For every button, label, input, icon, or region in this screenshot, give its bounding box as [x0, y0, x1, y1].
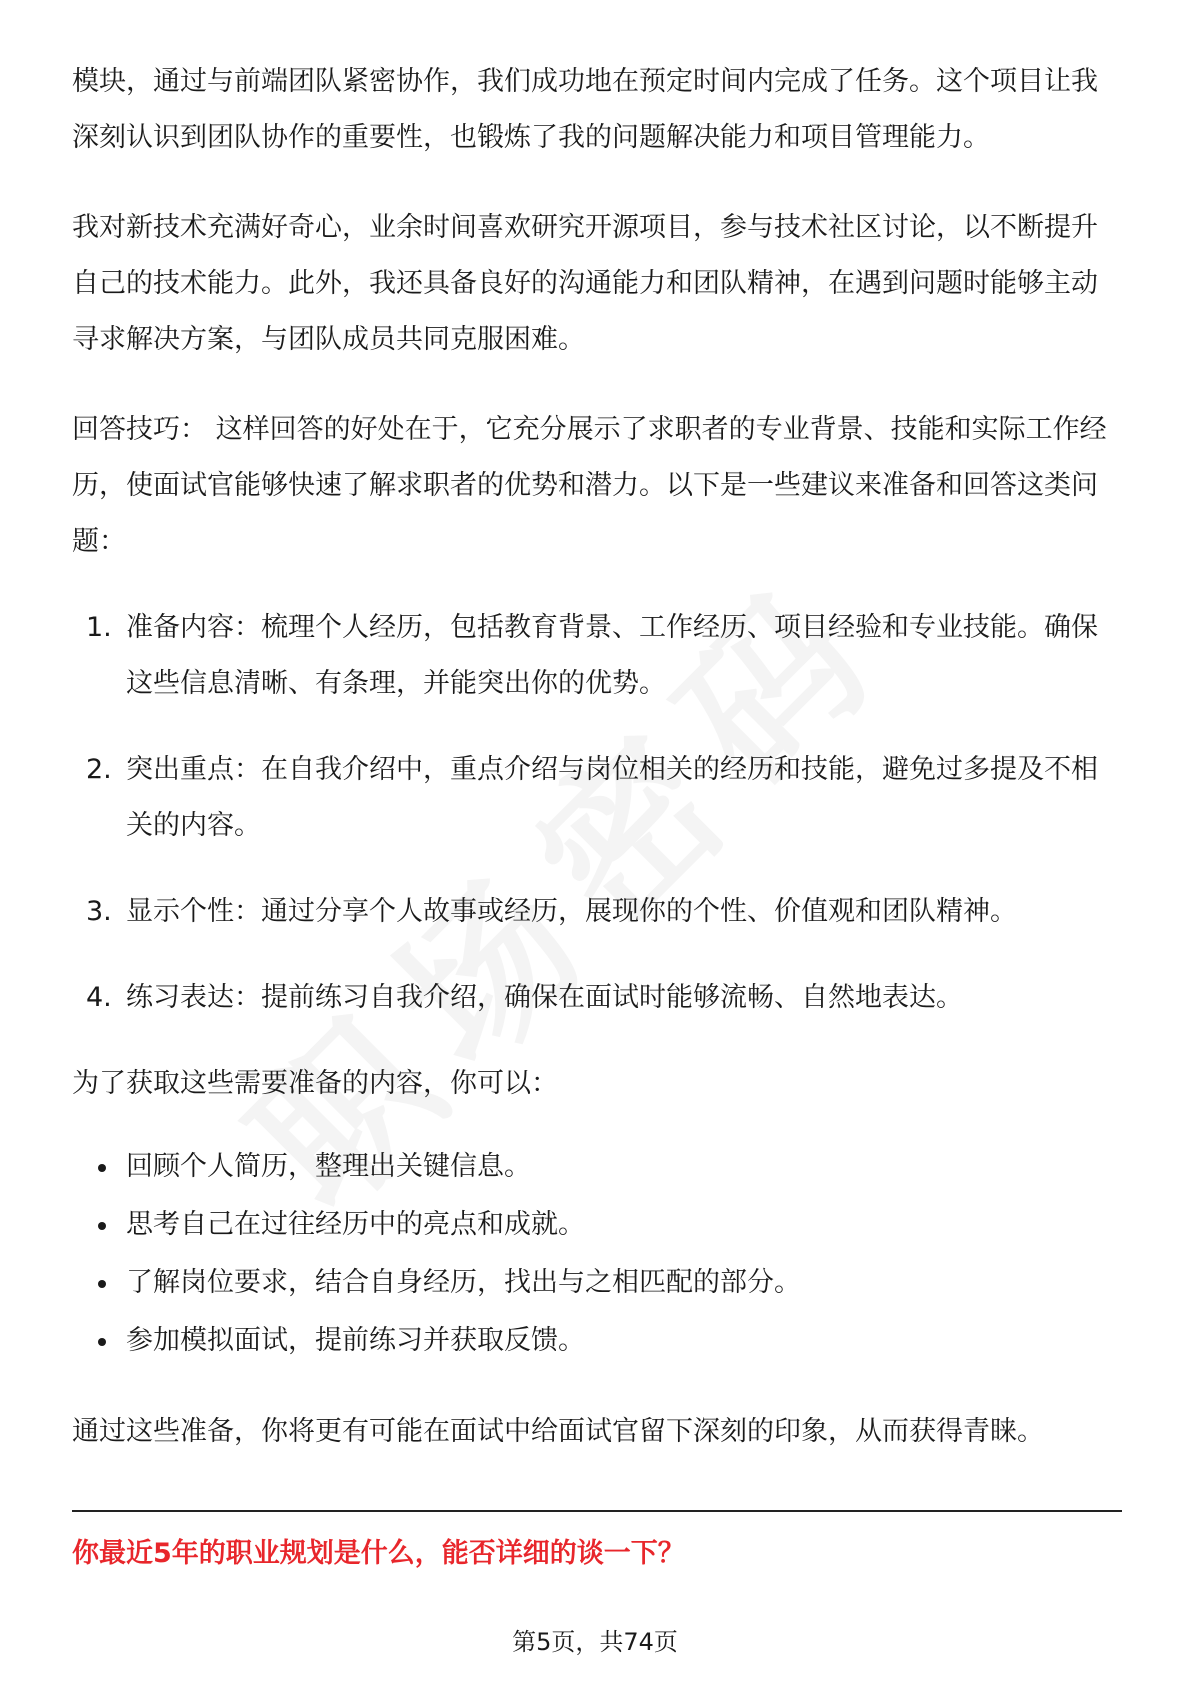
list-item-text: 显示个性：通过分享个人故事或经历，展现你的个性、价值观和团队精神。 [126, 896, 1017, 927]
list-item-text: 练习表达：提前练习自我介绍，确保在面试时能够流畅、自然地表达。 [126, 982, 963, 1013]
list-item [72, 742, 1122, 854]
bullet-text: 了解岗位要求，结合自身经历，找出与之相匹配的部分。 [126, 1267, 801, 1298]
bullet-item [72, 1196, 1122, 1254]
bullet-text: 思考自己在过往经历中的亮点和成就。 [126, 1209, 585, 1240]
bullet-dot-icon [98, 1280, 106, 1288]
list-item [72, 970, 1122, 1026]
list-number: 2. [86, 754, 112, 785]
page-number-footer: 第5页，共74页 [512, 1628, 678, 1656]
bullet-text: 回顾个人简历，整理出关键信息。 [126, 1151, 531, 1182]
bullet-item [72, 1254, 1122, 1312]
bullet-dot-icon [98, 1338, 106, 1346]
bullet-item [72, 1138, 1122, 1196]
bullet-dot-icon [98, 1164, 106, 1172]
bullet-dot-icon [98, 1222, 106, 1230]
paragraph-answer-tips: 回答技巧： 这样回答的好处在于，它充分展示了求职者的专业背景、技能和实际工作经历，使面试官能够快速了解求职者的优势和潜力。以下是一些建议来准备和回答这类问题： [72, 414, 1107, 557]
bullets-intro: 为了获取这些需要准备的内容，你可以： [72, 1068, 558, 1099]
document-page [72, 54, 1122, 1582]
closing-paragraph: 通过这些准备，你将更有可能在面试中给面试官留下深刻的印象，从而获得青睐。 [72, 1416, 1044, 1447]
list-number: 1. [86, 612, 112, 643]
list-number: 3. [86, 896, 112, 927]
list-item-text: 突出重点：在自我介绍中，重点介绍与岗位相关的经历和技能，避免过多提及不相关的内容。 [126, 754, 1098, 841]
next-question-heading: 你最近5年的职业规划是什么，能否详细的谈一下？ [72, 1538, 685, 1569]
bullet-item [72, 1312, 1122, 1370]
paragraph-2: 我对新技术充满好奇心，业余时间喜欢研究开源项目，参与技术社区讨论，以不断提升自己的技术能力。此外，我还具备良好的沟通能力和团队精神，在遇到问题时能够主动寻求解决方案，与团队成员共同克服困难。 [72, 212, 1098, 355]
numbered-list [72, 600, 1122, 1026]
list-item [72, 600, 1122, 712]
paragraph-1: 模块，通过与前端团队紧密协作，我们成功地在预定时间内完成了任务。这个项目让我深刻认识到团队协作的重要性，也锻炼了我的问题解决能力和项目管理能力。 [72, 66, 1098, 153]
section-divider [72, 1510, 1122, 1512]
bullet-text: 参加模拟面试，提前练习并获取反馈。 [126, 1325, 585, 1356]
list-item-text: 准备内容：梳理个人经历，包括教育背景、工作经历、项目经验和专业技能。确保这些信息清晰、有条理，并能突出你的优势。 [126, 612, 1098, 699]
list-item [72, 884, 1122, 940]
bullet-list [72, 1138, 1122, 1370]
list-number: 4. [86, 982, 112, 1013]
